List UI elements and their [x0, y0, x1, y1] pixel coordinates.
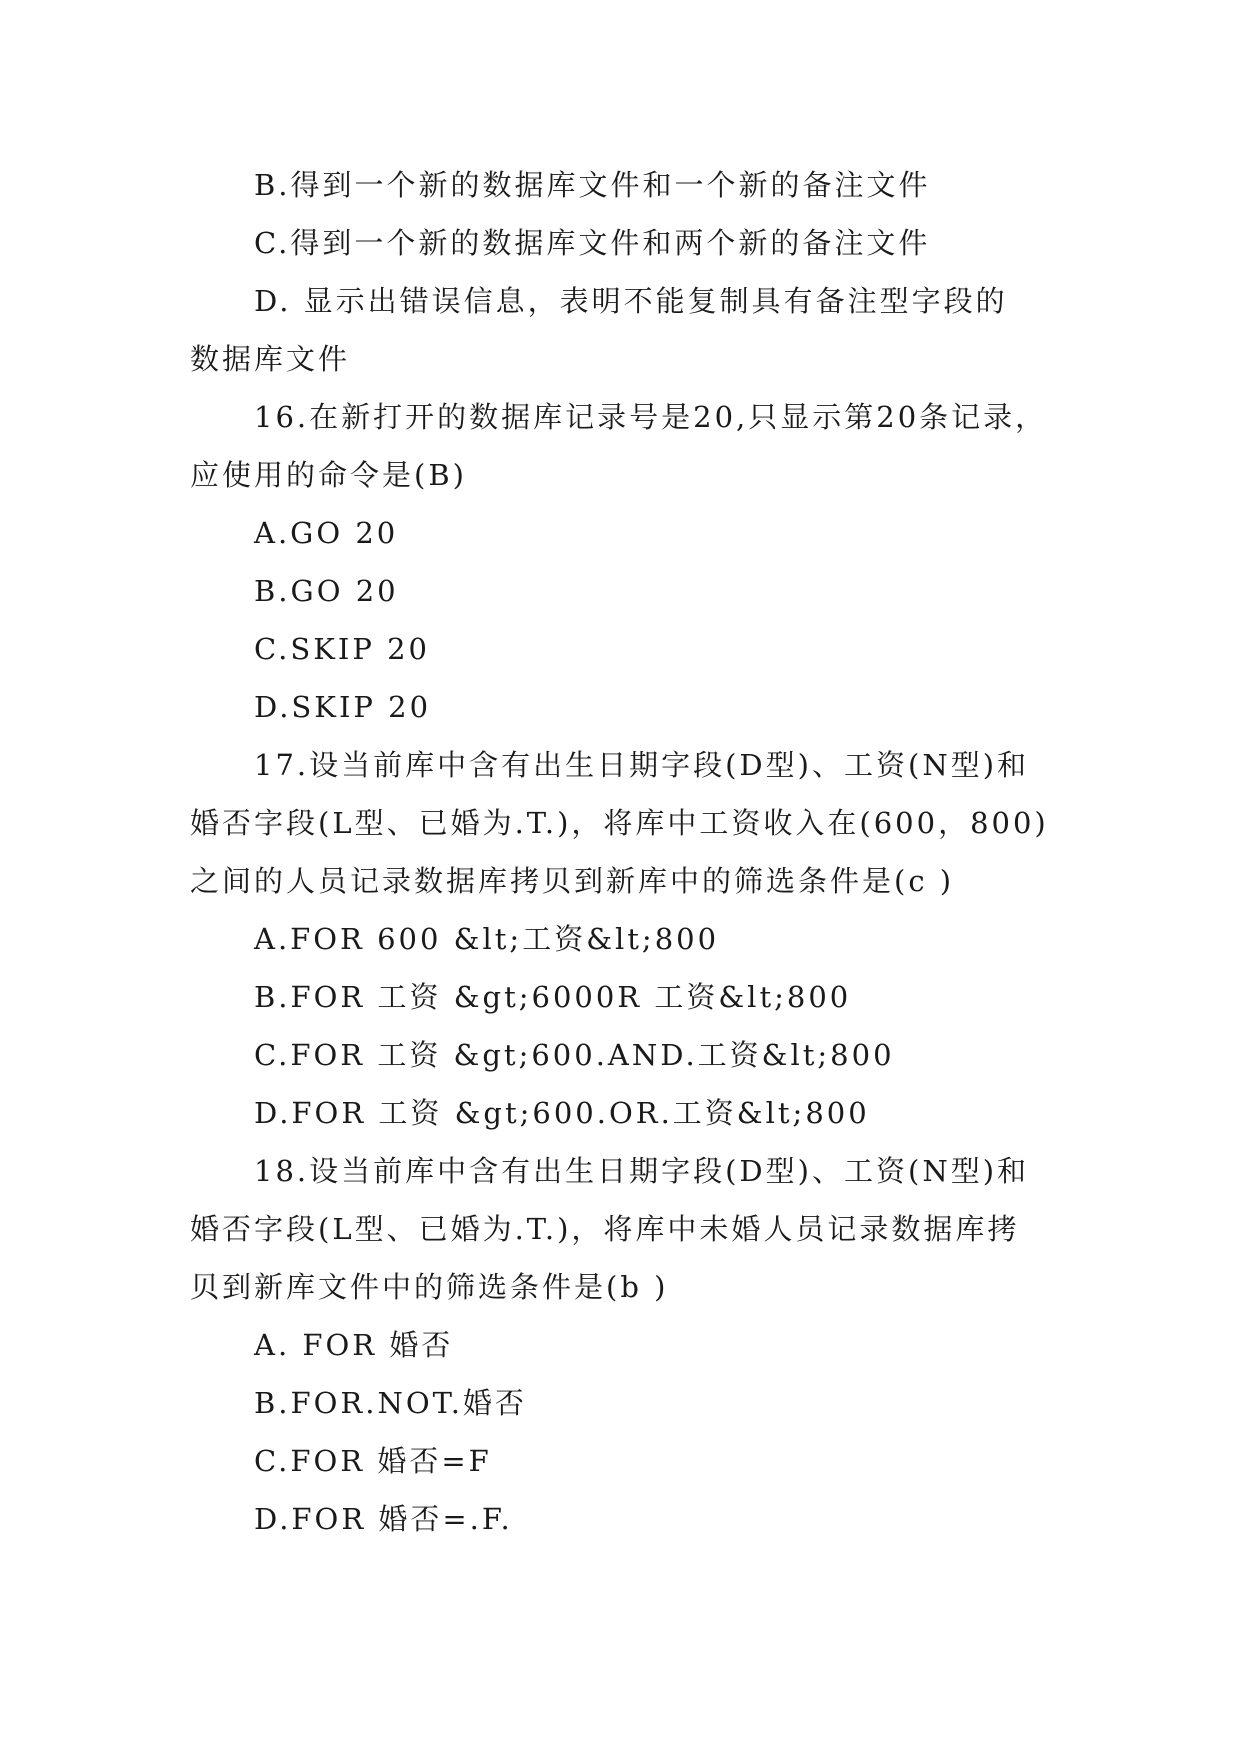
q18-option-b: B.FOR.NOT.婚否 — [254, 1386, 527, 1420]
q17-option-c: C.FOR 工资 &gt;600.AND.工资&lt;800 — [254, 1038, 895, 1072]
q16-option-d: D.SKIP 20 — [254, 690, 432, 724]
q15-option-d: D. 显示出错误信息，表明不能复制具有备注型字段的 — [254, 284, 1008, 318]
q16-option-c: C.SKIP 20 — [254, 632, 430, 666]
q17-stem: 17.设当前库中含有出生日期字段(D型)、工资(N型)和 — [254, 748, 1030, 782]
q18-stem-continued-1: 婚否字段(L型、已婚为.T.)，将库中未婚人员记录数据库拷 — [190, 1212, 1020, 1246]
q17-stem-continued-2: 之间的人员记录数据库拷贝到新库中的筛选条件是(c ) — [190, 864, 955, 898]
q16-option-b: B.GO 20 — [254, 574, 399, 608]
q15-option-c: C.得到一个新的数据库文件和两个新的备注文件 — [254, 226, 931, 260]
q16-option-a: A.GO 20 — [254, 516, 399, 550]
q17-option-d: D.FOR 工资 &gt;600.OR.工资&lt;800 — [254, 1096, 870, 1130]
q18-stem: 18.设当前库中含有出生日期字段(D型)、工资(N型)和 — [254, 1154, 1030, 1188]
q18-option-c: C.FOR 婚否=F — [254, 1444, 492, 1478]
q17-stem-continued-1: 婚否字段(L型、已婚为.T.)，将库中工资收入在(600，800) — [190, 806, 1049, 840]
q15-option-b: B.得到一个新的数据库文件和一个新的备注文件 — [254, 168, 931, 202]
q16-stem: 16.在新打开的数据库记录号是20,只显示第20条记录， — [254, 400, 1048, 434]
q17-option-b: B.FOR 工资 &gt;6000R 工资&lt;800 — [254, 980, 852, 1014]
q15-option-d-continued: 数据库文件 — [190, 342, 351, 376]
q18-stem-continued-2: 贝到新库文件中的筛选条件是(b ) — [190, 1270, 669, 1304]
q18-option-a: A. FOR 婚否 — [254, 1328, 454, 1362]
q18-option-d: D.FOR 婚否=.F. — [254, 1502, 513, 1536]
q17-option-a: A.FOR 600 &lt;工资&lt;800 — [254, 922, 720, 956]
q16-stem-continued: 应使用的命令是(B) — [190, 458, 467, 492]
